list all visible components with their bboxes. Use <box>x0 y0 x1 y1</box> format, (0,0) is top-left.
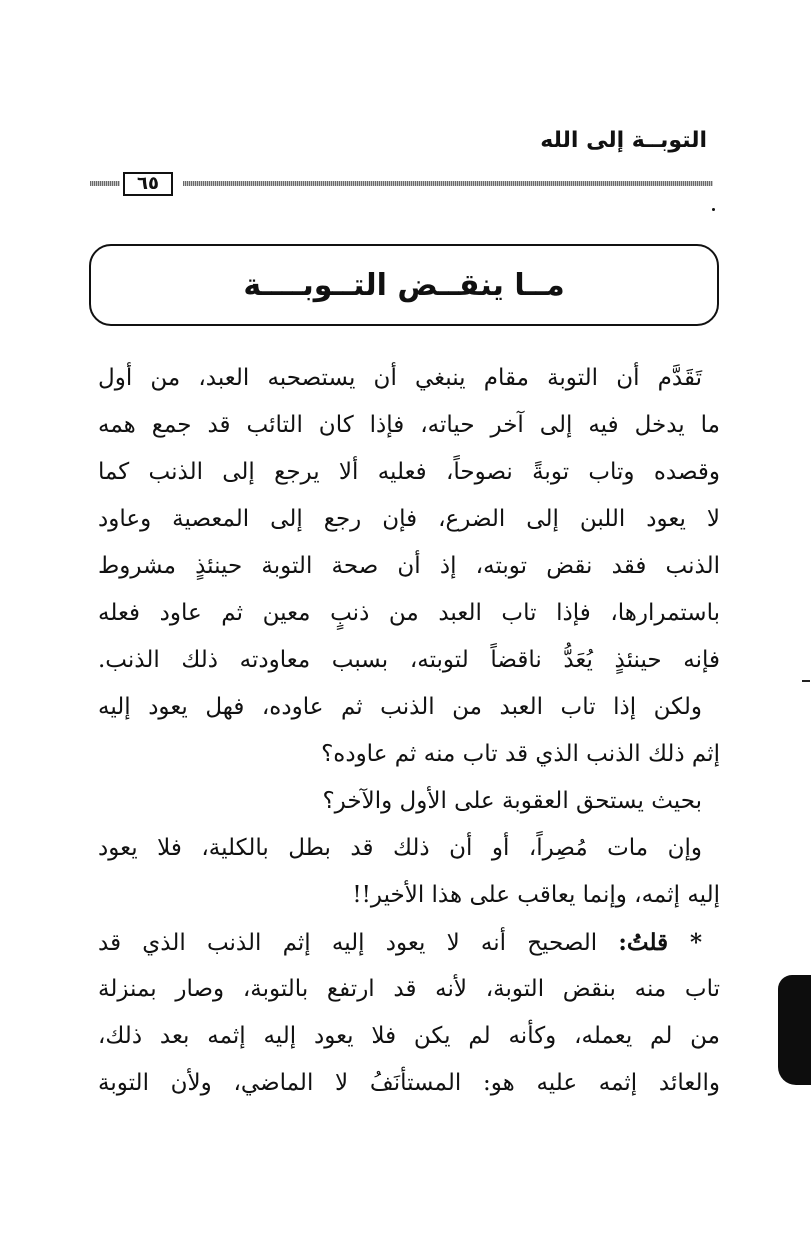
body-line: إثم ذلك الذنب الذي قد تاب منه ثم عاوده؟ <box>321 741 720 767</box>
body-line: والعائد إثمه عليه هو: المستأنَفُ لا الماضي، ولأن التوبة <box>98 1070 720 1096</box>
body-line: الذنب فقد نقض توبته، إذ أن صحة التوبة حينئذٍ مشروط <box>98 553 720 579</box>
body-line: ولكن إذا تاب العبد من الذنب ثم عاوده، فهل يعود إليه <box>98 694 702 720</box>
header-rule-left <box>90 181 120 186</box>
body-line: باستمرارها، فإذا تاب العبد من ذنبٍ معين ثم عاود فعله <box>98 600 720 626</box>
body-text <box>98 355 720 1107</box>
body-line: من لم يعمله، وكأنه لم يكن فلا يعود إليه إثمه بعد ذلك، <box>98 1023 720 1049</box>
stray-dot <box>712 208 715 211</box>
section-title-box <box>89 244 719 326</box>
scan-edge-mark <box>802 680 810 682</box>
body-line: وإن مات مُصِراً، أو أن ذلك قد بطل بالكلية، فلا يعود <box>98 835 702 861</box>
body-line: ما يدخل فيه إلى آخر حياته، فإذا كان التائب قد جمع همه <box>98 412 720 438</box>
body-line: وقصده وتاب توبةً نصوحاً، فعليه ألا يرجع إلى الذنب كما <box>98 459 720 485</box>
lead-line-text: الصحيح أنه لا يعود إليه إثم الذنب الذي قد <box>98 930 598 956</box>
body-line: تاب منه بنقض التوبة، لأنه قد ارتفع بالتوبة، وصار بمنزلة <box>98 976 720 1002</box>
running-title: التوبــة إلى الله <box>540 128 707 153</box>
body-line: بحيث يستحق العقوبة على الأول والآخر؟ <box>322 788 702 814</box>
header-rule-right <box>183 181 713 186</box>
body-line: فإنه حينئذٍ يُعَدُّ ناقضاً لتوبته، بسبب معاودته ذلك الذنب. <box>98 647 720 673</box>
body-line: إليه إثمه، وإنما يعاقب على هذا الأخير!! <box>352 882 720 908</box>
scan-edge-blot <box>778 975 811 1085</box>
page-number: ٦٥ <box>123 172 173 196</box>
body-line: لا يعود اللبن إلى الضرع، فإن رجع إلى المعصية وعاود <box>98 506 720 532</box>
body-line <box>98 919 720 966</box>
body-line: تَقَدَّم أن التوبة مقام ينبغي أن يستصحبه العبد، من أول <box>98 365 702 391</box>
lead-marker: * قلتُ: <box>618 929 703 956</box>
section-title: مــا ينقــض التــوبــــة <box>243 267 565 303</box>
